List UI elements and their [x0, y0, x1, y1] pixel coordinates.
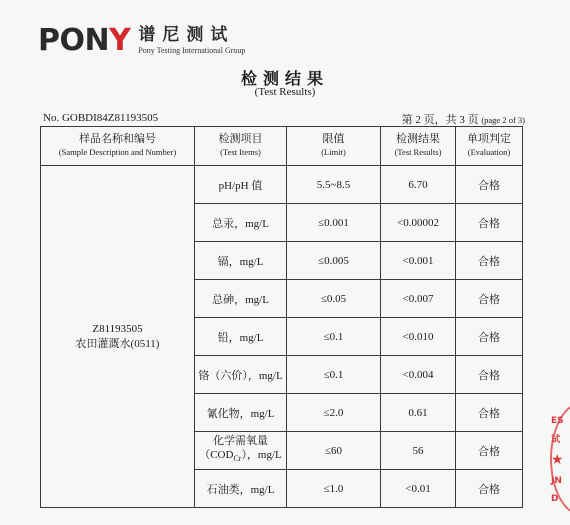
- limit-value: ≤0.005: [287, 242, 381, 280]
- stamp-fragment: JN: [551, 476, 562, 486]
- header-sample-cn: 样品名称和编号: [79, 133, 156, 145]
- evaluation-value: 合格: [456, 242, 523, 280]
- evaluation-value: 合格: [456, 394, 523, 432]
- stamp-fragment: ES: [551, 416, 564, 426]
- page-indicator-en: (page 2 of 3): [481, 115, 525, 125]
- test-item: [195, 432, 287, 470]
- header-test-items-cn: 检测项目: [218, 133, 263, 145]
- header-test-results-en: (Test Results): [394, 147, 442, 157]
- result-value: <0.001: [381, 242, 456, 280]
- header-sample: [41, 127, 195, 166]
- test-item-line2-sub: Cr: [233, 454, 242, 464]
- evaluation-value: 合格: [456, 470, 523, 508]
- result-value: <0.004: [381, 356, 456, 394]
- evaluation-value: 合格: [456, 166, 523, 204]
- table-row: [41, 166, 523, 204]
- company-name-cn: 谱尼测试: [138, 25, 235, 45]
- company-name-en: Pony Testing International Group: [138, 46, 246, 55]
- test-item: 铬（六价），mg/L: [195, 356, 287, 394]
- header-test-items-en: (Test Items): [220, 147, 261, 157]
- test-item: 镉，mg/L: [195, 242, 287, 280]
- header-sample-en: (Sample Description and Number): [58, 147, 177, 157]
- limit-value: ≤0.05: [287, 280, 381, 318]
- star-icon: ★: [551, 452, 564, 468]
- test-item: 铅，mg/L: [195, 318, 287, 356]
- evaluation-value: 合格: [456, 280, 523, 318]
- test-item: pH/pH 值: [195, 166, 287, 204]
- table-header-row: [41, 127, 523, 166]
- test-item-line2-post: ），mg/L: [241, 449, 282, 462]
- logo-wordmark-text: PON: [38, 23, 110, 58]
- header-test-results: [381, 127, 456, 166]
- logo-wordmark: [38, 23, 131, 58]
- result-value: 0.61: [381, 394, 456, 432]
- page-indicator: [402, 111, 525, 127]
- result-value: 56: [381, 432, 456, 470]
- page-indicator-cn: 第 2 页，共 3 页: [401, 114, 479, 126]
- result-value: <0.00002: [381, 204, 456, 242]
- test-item-line2-pre: （COD: [199, 449, 234, 462]
- logo-wordmark-y: Y: [109, 23, 131, 58]
- limit-value: ≤1.0: [287, 470, 381, 508]
- header-test-results-cn: 检测结果: [396, 133, 440, 145]
- evaluation-value: 合格: [456, 356, 523, 394]
- test-item: 氰化物，mg/L: [195, 394, 287, 432]
- test-item-line1: 化学需氧量: [213, 435, 268, 448]
- test-item: 总砷，mg/L: [195, 280, 287, 318]
- header-limit: [287, 127, 381, 166]
- header-limit-en: (Limit): [321, 147, 346, 157]
- header-evaluation-en: (Evaluation): [467, 147, 511, 157]
- sample-description-cell: [41, 166, 195, 508]
- evaluation-value: 合格: [456, 432, 523, 470]
- stamp-fragment: 试: [551, 435, 561, 445]
- evaluation-value: 合格: [456, 318, 523, 356]
- result-value: <0.007: [381, 280, 456, 318]
- limit-value: ≤0.1: [287, 356, 381, 394]
- header-limit-cn: 限值: [322, 133, 345, 145]
- limit-value: ≤0.1: [287, 318, 381, 356]
- limit-value: ≤2.0: [287, 394, 381, 432]
- logo-company-name: [138, 26, 245, 55]
- sample-number: Z81193505: [92, 322, 143, 335]
- document-title: 检测结果: [240, 69, 329, 88]
- test-item-line2: [199, 449, 282, 464]
- limit-value: 5.5~8.5: [287, 166, 381, 204]
- header-evaluation: [456, 127, 523, 166]
- result-value: <0.010: [381, 318, 456, 356]
- sample-name: 农田灌溉水(0511): [75, 337, 160, 350]
- test-results-table: [40, 126, 523, 508]
- result-value: 6.70: [381, 166, 456, 204]
- header-test-items: [195, 127, 287, 166]
- header-evaluation-cn: 单项判定: [467, 133, 511, 145]
- official-seal-stamp: [550, 402, 570, 520]
- test-item: 总汞，mg/L: [195, 204, 287, 242]
- test-item: 石油类，mg/L: [195, 470, 287, 508]
- result-value: <0.01: [381, 470, 456, 508]
- limit-value: ≤60: [287, 432, 381, 470]
- stamp-fragment: D: [551, 494, 559, 504]
- evaluation-value: 合格: [456, 204, 523, 242]
- limit-value: ≤0.001: [287, 204, 381, 242]
- document-subtitle: (Test Results): [254, 86, 316, 98]
- company-logo: [38, 23, 246, 58]
- report-number: No. GOBDI84Z81193505: [43, 112, 159, 124]
